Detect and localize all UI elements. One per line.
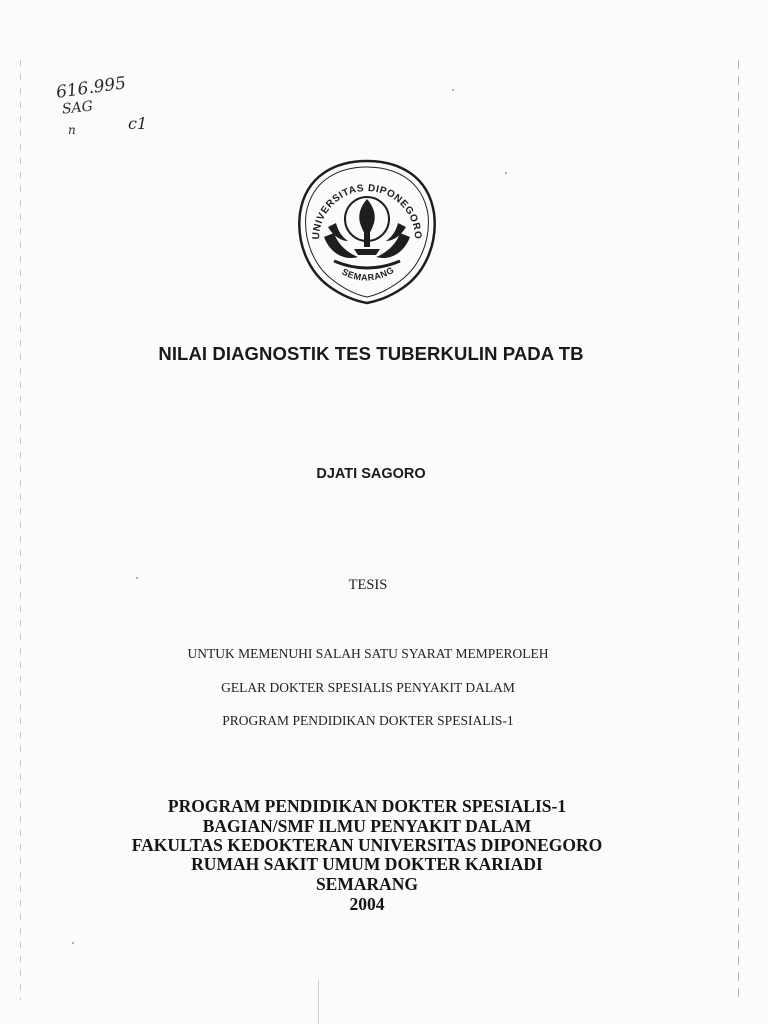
scan-speck: [452, 89, 454, 91]
seal-lower-text: SEMARANG: [340, 264, 396, 283]
purpose-line: GELAR DOKTER SPESIALIS PENYAKIT DALAM: [221, 680, 515, 695]
handwritten-copy-number: c1: [128, 114, 148, 133]
institution-department: BAGIAN/SMF ILMU PENYAKIT DALAM: [202, 816, 532, 836]
institution-hospital: RUMAH SAKIT UMUM DOKTER KARIADI: [191, 854, 543, 874]
purpose-line: UNTUK MEMENUHI SALAH SATU SYARAT MEMPEROLEH: [187, 646, 549, 661]
handwritten-note: n: [68, 123, 76, 137]
institution-city: SEMARANG: [315, 874, 419, 894]
scan-edge-bottom: [318, 980, 319, 1024]
university-seal-icon: [294, 157, 440, 305]
publication-year: 2004: [349, 894, 385, 914]
document-type: TESIS: [348, 577, 388, 593]
handwritten-call-number: 616.995: [54, 73, 128, 103]
purpose-line: PROGRAM PENDIDIKAN DOKTER SPESIALIS-1: [222, 713, 514, 728]
institution-program: PROGRAM PENDIDIKAN DOKTER SPESIALIS-1: [167, 796, 567, 816]
handwritten-author-code: SAG: [61, 98, 94, 118]
author-name: DJATI SAGORO: [316, 466, 426, 482]
seal-upper-text: UNIVERSITAS DIPONEGORO: [310, 182, 424, 240]
document-title: NILAI DIAGNOSTIK TES TUBERKULIN PADA TB: [158, 343, 584, 364]
scan-edge-right: [738, 60, 739, 1000]
institution-faculty: FAKULTAS KEDOKTERAN UNIVERSITAS DIPONEGORO: [131, 835, 603, 855]
scan-speck: [72, 942, 74, 944]
scan-speck: [505, 172, 507, 174]
